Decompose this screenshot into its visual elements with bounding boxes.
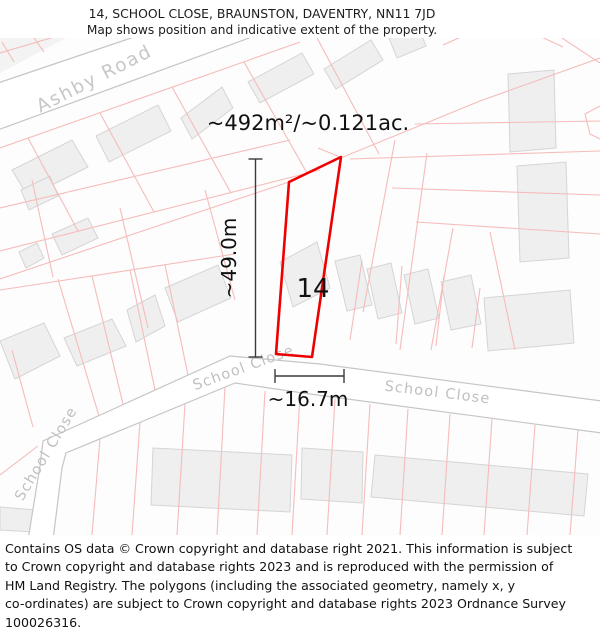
road-label-school-close-1: School Close (12, 404, 81, 504)
page-subtitle: Map shows position and indicative extent of the property. (86, 23, 438, 37)
road-label-ashby: Ashby Road (33, 40, 156, 118)
road-label-school-close-2: School Close (190, 342, 297, 394)
map-canvas (0, 38, 600, 535)
copyright-notice (0, 535, 600, 630)
copyright-line: to Crown copyright and database rights 2023 and is reproduced with the permission of (5, 559, 554, 575)
plot-number-label: 14 (296, 274, 330, 304)
area-label: ~492m²/~0.121ac. (206, 111, 410, 135)
map-container (0, 38, 600, 535)
copyright-line: 100026316. (5, 614, 82, 630)
height-dimension-label: ~49.0m (217, 217, 241, 299)
height-dimension (249, 159, 263, 357)
road-label-school-close-3: School Close (383, 378, 492, 408)
title-block (0, 0, 524, 38)
copyright-line: HM Land Registry. The polygons (including the associated geometry, namely x, y (5, 577, 516, 593)
copyright-line: Contains OS data © Crown copyright and database right 2021. This information is subject (5, 541, 573, 556)
copyright-line: co-ordinates) are subject to Crown copyright and database rights 2023 Ordnance Survey (5, 596, 566, 612)
width-dimension-label: ~16.7m (267, 387, 349, 411)
page-title: 14, SCHOOL CLOSE, BRAUNSTON, DAVENTRY, NN11 7JD (88, 6, 436, 21)
